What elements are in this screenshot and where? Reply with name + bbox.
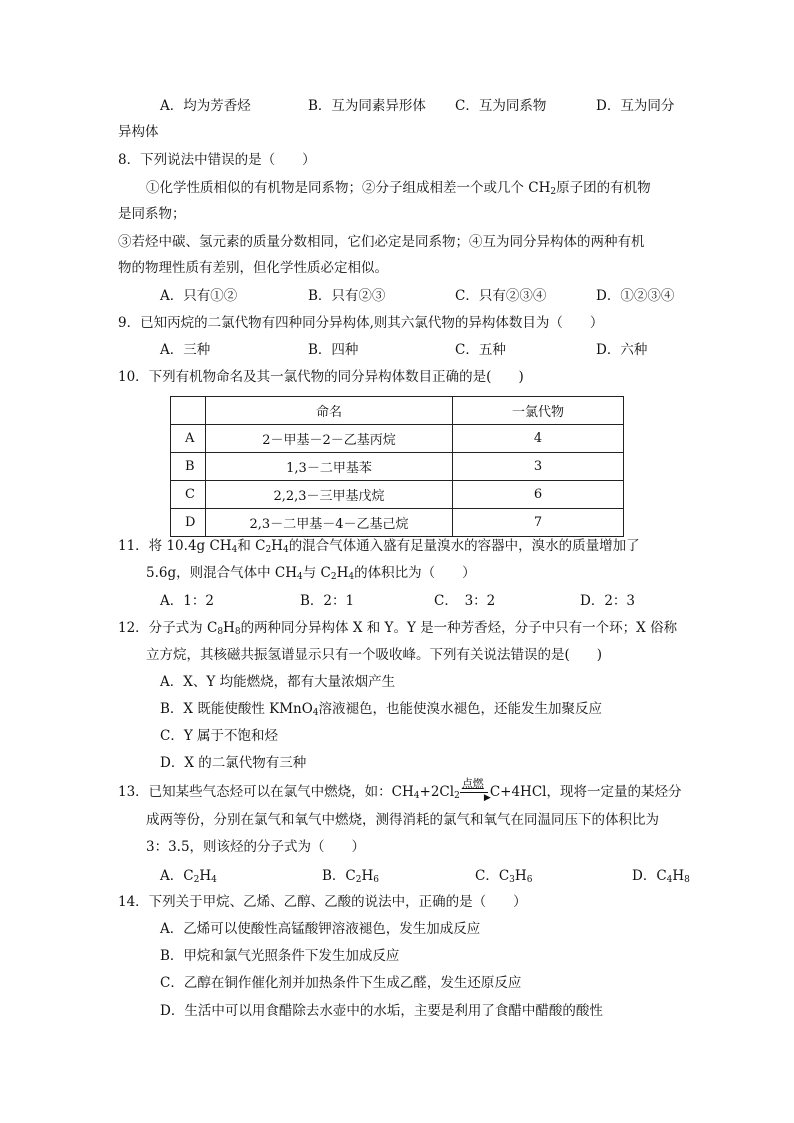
q12-option-c: C．Y 属于不饱和烃: [160, 728, 279, 744]
q7-option-d: D．互为同分: [596, 98, 675, 114]
q12-stem-line1: 12．分子式为 $C_8H_8$的两种同分异构体 X 和 Y。Y 是一种芳香烃，分子中只有一个环；X 俗称: [118, 620, 678, 637]
q9-option-c: C．五种: [455, 342, 506, 358]
q13-option-c: C．$C_3H_6$: [475, 868, 533, 885]
q11-option-b: B．2：1: [300, 593, 355, 609]
table-row: [171, 453, 624, 481]
q12-option-d: D．X 的二氯代物有三种: [160, 755, 307, 771]
table-row: [171, 481, 624, 509]
q9-option-d: D．六种: [596, 342, 648, 358]
q13-stem-line2: 成两等份，分别在氯气和氧气中燃烧，测得消耗的氯气和氧气在同温同压下的体积比为: [146, 812, 659, 828]
q13-option-b: B．$C_2H_6$: [322, 868, 379, 885]
q10-table: [170, 396, 624, 537]
table-row: [171, 509, 624, 537]
q7-option-b: B．互为同素异形体: [308, 98, 426, 114]
q8-line3: ③若烃中碳、氢元素的质量分数相同，它们必定是同系物；④互为同分异构体的两种有机: [118, 234, 645, 250]
q7-option-c: C．互为同系物: [455, 98, 547, 114]
table-cell: 2－甲基－2－乙基丙烷: [206, 425, 453, 453]
q9-option-a: A．三种: [160, 342, 211, 358]
q8-line4: 物的物理性质有差别，但化学性质必定相似。: [118, 260, 388, 276]
table-cell: C: [171, 481, 206, 509]
table-header-cell: 一氯代物: [453, 397, 624, 425]
q13-stem-line1: 13．已知某些气态烃可以在氯气中燃烧，如：$CH_4+2Cl_2$ 点燃 ▶ C+4HCl，现将一定量的某烃分: [118, 777, 682, 803]
q13-option-d: D．$C_4H_8$: [632, 868, 690, 885]
q7-option-d-cont: 异构体: [118, 124, 159, 140]
q14-option-b: B．甲烷和氯气光照条件下发生加成反应: [160, 948, 400, 964]
table-row: [171, 425, 624, 453]
q13-option-a: A．$C_2H_4$: [160, 868, 217, 885]
table-header-cell: [171, 397, 206, 425]
table-cell: 4: [453, 425, 624, 453]
q12-option-b: B．X 既能使酸性 KMnO$_4$溶液褪色，也能使溴水褪色，还能发生加聚反应: [160, 701, 603, 718]
q8-line1: ①化学性质相似的有机物是同系物；②分子组成相差一个或几个 $CH_2$原子团的有机物: [146, 180, 651, 197]
q12-stem-line2: 立方烷，其核磁共振氢谱显示只有一个吸收峰。下列有关说法错误的是( ): [146, 647, 603, 663]
q14-option-c: C．乙醇在铜作催化剂并加热条件下生成乙醛，发生还原反应: [160, 975, 522, 991]
q8-option-c: C．只有②③④: [455, 288, 547, 304]
table-cell: B: [171, 453, 206, 481]
table-cell: 6: [453, 481, 624, 509]
q11-option-c: C． 3：2: [434, 593, 496, 609]
table-cell: 2,2,3－三甲基戊烷: [206, 481, 453, 509]
q8-stem: 8．下列说法中错误的是（ ）: [118, 152, 316, 168]
table-header-cell: 命名: [206, 397, 453, 425]
q11-option-d: D．2：3: [580, 593, 636, 609]
table-cell: A: [171, 425, 206, 453]
q9-stem: 9．已知丙烷的二氯代物有四种同分异构体,则其六氯代物的异构体数目为（ ）: [118, 315, 604, 331]
q13-stem-line3: 3：3.5，则该烃的分子式为（ ）: [146, 839, 366, 855]
table-header-row: [171, 397, 624, 425]
q8-option-a: A．只有①②: [160, 288, 238, 304]
q14-option-a: A．乙烯可以使酸性高锰酸钾溶液褪色，发生加成反应: [160, 921, 481, 937]
q11-option-a: A．1：2: [160, 593, 214, 609]
reaction-arrow-icon: 点燃 ▶: [461, 777, 491, 803]
q8-option-b: B．只有②③: [308, 288, 386, 304]
q14-stem: 14．下列关于甲烷、乙烯、乙醇、乙酸的说法中，正确的是（ ）: [118, 894, 527, 910]
table-cell: 7: [453, 509, 624, 537]
q8-option-d: D．①②③④: [596, 288, 675, 304]
table-cell: D: [171, 509, 206, 537]
q9-option-b: B．四种: [308, 342, 359, 358]
q10-stem: 10．下列有机物命名及其一氯代物的同分异构体数目正确的是( ): [118, 369, 524, 385]
table-cell: 1,3－二甲基苯: [206, 453, 453, 481]
q8-line2: 是同系物；: [118, 206, 186, 222]
q11-stem-line1: 11．将 10.4g $CH_4$和 $C_2H_4$的混合气体通入盛有足量溴水的容器中，溴水的质量增加了: [118, 538, 640, 555]
table-cell: 3: [453, 453, 624, 481]
q12-option-a: A．X、Y 均能燃烧，都有大量浓烟产生: [160, 674, 396, 690]
q11-stem-line2: 5.6g，则混合气体中 $CH_4$与 $C_2H_4$的体积比为（ ）: [146, 565, 476, 582]
q7-option-a: A．均为芳香烃: [160, 98, 251, 114]
q14-option-d: D．生活中可以用食醋除去水壶中的水垢，主要是利用了食醋中醋酸的酸性: [160, 1003, 603, 1019]
table-cell: 2,3－二甲基－4－乙基己烷: [206, 509, 453, 537]
